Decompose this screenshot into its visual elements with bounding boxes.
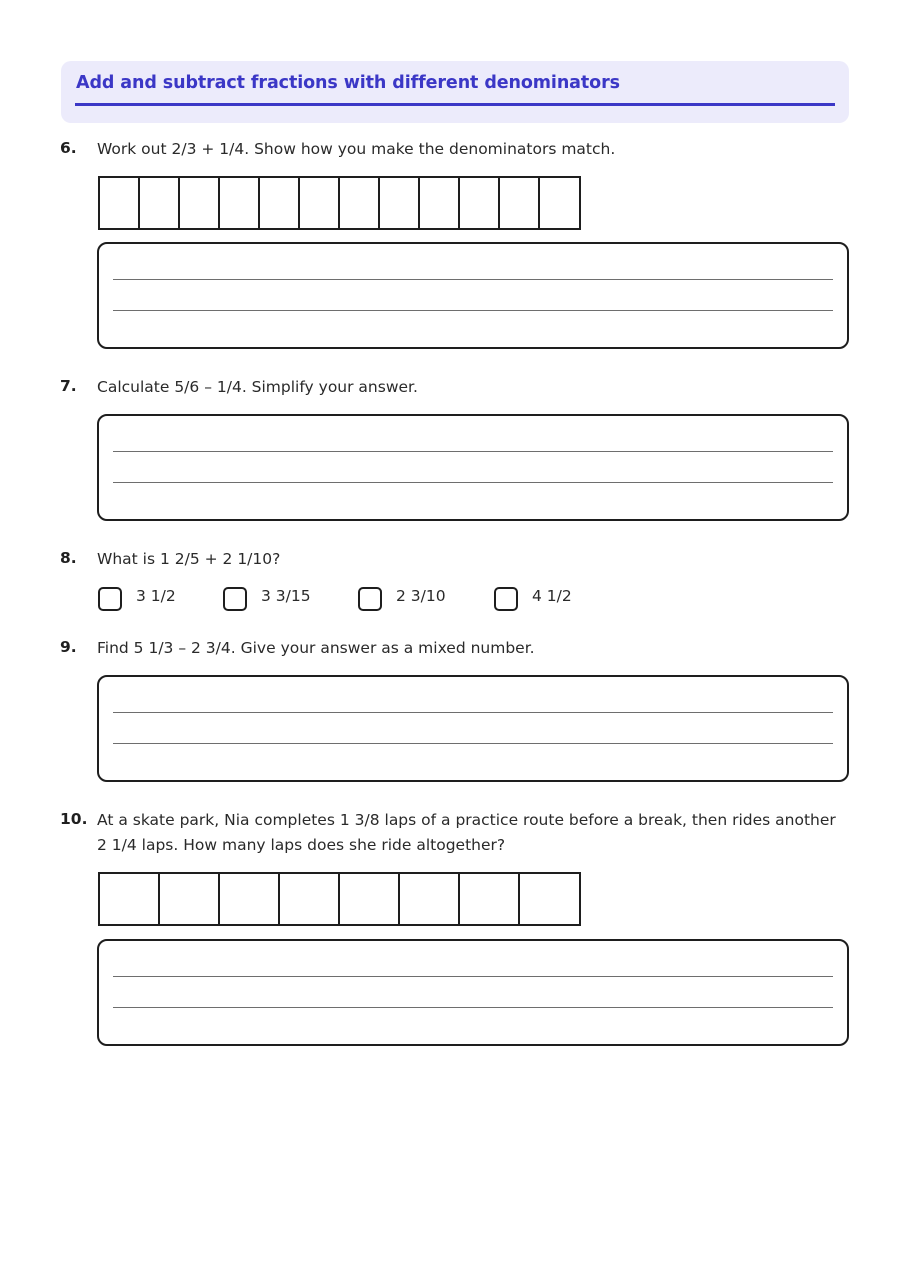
- option-label: 2 3/10: [396, 587, 446, 605]
- option-label: 4 1/2: [532, 587, 572, 605]
- answer-line: [113, 976, 833, 977]
- question-9-answer-box[interactable]: [97, 675, 849, 782]
- question-6-answer-box[interactable]: [97, 242, 849, 349]
- question-6-number: 6.: [60, 139, 77, 157]
- grid-cell[interactable]: [100, 874, 160, 924]
- answer-line: [113, 712, 833, 713]
- option-label: 3 1/2: [136, 587, 176, 605]
- grid-cell[interactable]: [520, 874, 581, 924]
- grid-cell[interactable]: [340, 874, 400, 924]
- grid-cell[interactable]: [400, 874, 460, 924]
- checkbox[interactable]: [358, 587, 382, 611]
- grid-cell[interactable]: [380, 178, 420, 228]
- question-6-working-grid[interactable]: [98, 176, 581, 230]
- question-9-text: Find 5 1/3 – 2 3/4. Give your answer as a mixed number.: [97, 639, 535, 657]
- grid-cell[interactable]: [280, 874, 340, 924]
- section-title: Add and subtract fractions with different denominators: [76, 73, 620, 93]
- grid-cell[interactable]: [420, 178, 460, 228]
- question-8-text: What is 1 2/5 + 2 1/10?: [97, 550, 281, 568]
- grid-cell[interactable]: [100, 178, 140, 228]
- question-9-number: 9.: [60, 638, 77, 656]
- grid-cell[interactable]: [140, 178, 180, 228]
- grid-cell[interactable]: [220, 874, 280, 924]
- question-7-text: Calculate 5/6 – 1/4. Simplify your answer.: [97, 378, 418, 396]
- section-header: [61, 61, 849, 123]
- question-10-number: 10.: [60, 810, 88, 828]
- question-7-number: 7.: [60, 377, 77, 395]
- answer-line: [113, 1007, 833, 1008]
- grid-cell[interactable]: [160, 874, 220, 924]
- question-10-working-grid[interactable]: [98, 872, 581, 926]
- checkbox[interactable]: [494, 587, 518, 611]
- answer-line: [113, 482, 833, 483]
- grid-cell[interactable]: [500, 178, 540, 228]
- question-10-text: At a skate park, Nia completes 1 3/8 laps of a practice route before a break, then rides another 2 1/4 laps. How many laps does she ride altogether?: [97, 811, 836, 854]
- grid-cell[interactable]: [460, 178, 500, 228]
- checkbox[interactable]: [98, 587, 122, 611]
- answer-line: [113, 310, 833, 311]
- answer-line: [113, 451, 833, 452]
- question-8-number: 8.: [60, 549, 77, 567]
- answer-line: [113, 743, 833, 744]
- question-10-answer-box[interactable]: [97, 939, 849, 1046]
- grid-cell[interactable]: [260, 178, 300, 228]
- grid-cell[interactable]: [300, 178, 340, 228]
- grid-cell[interactable]: [220, 178, 260, 228]
- checkbox[interactable]: [223, 587, 247, 611]
- answer-line: [113, 279, 833, 280]
- question-7-answer-box[interactable]: [97, 414, 849, 521]
- question-6-text: Work out 2/3 + 1/4. Show how you make the denominators match.: [97, 140, 616, 158]
- option-label: 3 3/15: [261, 587, 311, 605]
- grid-cell[interactable]: [540, 178, 581, 228]
- grid-cell[interactable]: [340, 178, 380, 228]
- grid-cell[interactable]: [460, 874, 520, 924]
- grid-cell[interactable]: [180, 178, 220, 228]
- header-underline: [75, 103, 835, 106]
